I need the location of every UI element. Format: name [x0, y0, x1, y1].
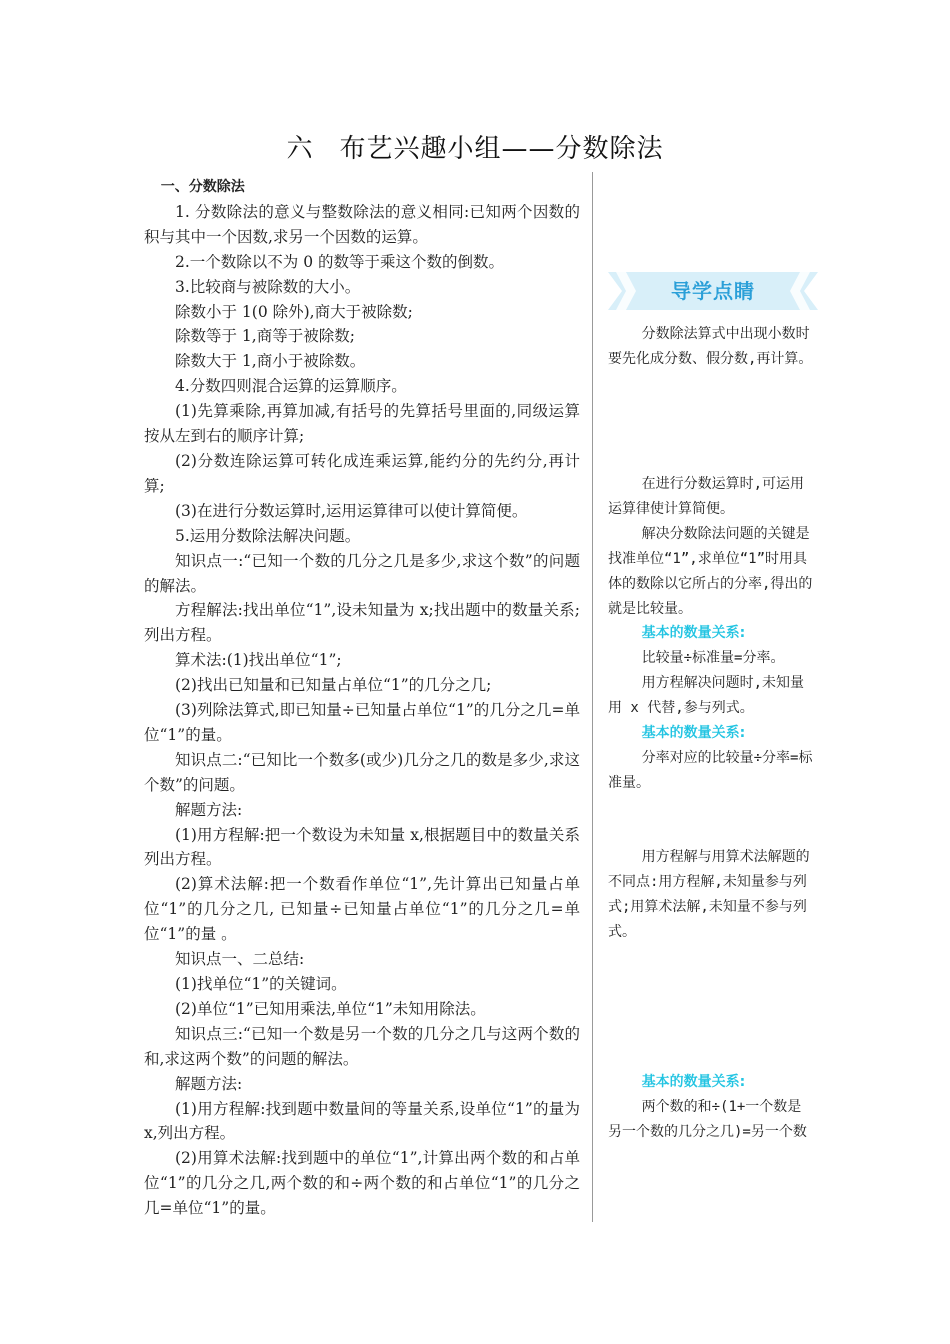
note-text: 分数除法算式中出现小数时要先化成分数、假分数,再计算。 [608, 326, 813, 367]
paragraph: (2)单位“1”已知用乘法,单位“1”未知用除法。 [175, 999, 486, 1018]
chapter-title: 布艺兴趣小组——分数除法 [339, 134, 664, 164]
paragraph: 方程解法:找出单位“1”,设未知量为 x;找出题中的数量关系;列出方程。 [144, 601, 580, 645]
note-text: 用方程解与用算术法解题的不同点:用方程解,未知量参与列式;用算术法解,未知量不参与列式。 [608, 849, 810, 940]
guide-banner [608, 272, 818, 310]
paragraph: 知识点一、二总结: [175, 950, 305, 969]
column-divider [592, 172, 593, 1222]
sidebar-note-4 [608, 1070, 813, 1145]
paragraph: 4.分数四则混合运算的运算顺序。 [175, 377, 407, 396]
paragraph: 解题方法: [175, 1074, 243, 1093]
paragraph: (3)列除法算式,即已知量÷已知量占单位“1”的几分之几=单位“1”的量。 [144, 701, 580, 744]
paragraph: 算术法:(1)找出单位“1”; [175, 651, 342, 670]
paragraph: (1)找单位“1”的关键词。 [175, 975, 347, 993]
page-title [0, 128, 950, 165]
keyword-label: 基本的数量关系: [641, 1074, 746, 1090]
paragraph: 除数小于 1(0 除外),商大于被除数; [175, 302, 413, 321]
paragraph: (2)算术法解:把一个数看作单位“1”,先计算出已知量占单位“1”的几分之几, 已知量÷已知量占单位“1”的几分之几=单位“1”的量 。 [144, 875, 580, 944]
keyword-label: 基本的数量关系: [641, 625, 746, 642]
chapter-number: 六 [286, 134, 314, 164]
note-text: 解决分数除法问题的关键是找准单位“1”,求单位“1”时用具体的数除以它所占的分率,得出的就是比较量。 [608, 525, 813, 617]
paragraph: (1)用方程解:把一个数设为未知量 x,根据题目中的数量关系列出方程。 [144, 825, 580, 869]
paragraph: 1. 分数除法的意义与整数除法的意义相同:已知两个因数的积与其中一个因数,求另一个因数的运算。 [144, 202, 580, 246]
paragraph: (2)分数连除运算可转化成连乘运算,能约分的先约分,再计算; [144, 451, 580, 495]
sidebar-note-3 [608, 845, 813, 945]
sidebar-note-2 [608, 472, 813, 796]
keyword-label: 基本的数量关系: [641, 725, 746, 742]
sidebar-note-1 [608, 322, 813, 372]
note-text: 两个数的和÷(1+一个数是另一个数的几分之几)=另一个数 [608, 1098, 807, 1140]
paragraph: 3.比较商与被除数的大小。 [175, 277, 361, 296]
paragraph: 2.一个数除以不为 0 的数等于乘这个数的倒数。 [175, 252, 505, 271]
note-text: 分率对应的比较量÷分率=标准量。 [608, 749, 813, 791]
paragraph: 知识点一:“已知一个数的几分之几是多少,求这个数”的问题的解法。 [144, 551, 580, 595]
section-heading: 一、分数除法 [160, 179, 245, 195]
note-text: 在进行分数运算时,可运用运算律使计算简便。 [608, 476, 805, 517]
paragraph: 除数大于 1,商小于被除数。 [175, 352, 366, 371]
paragraph: 除数等于 1,商等于被除数; [175, 327, 355, 346]
banner-title: 导学点睛 [671, 279, 755, 303]
paragraph: (3)在进行分数运算时,运用运算律可以使计算简便。 [175, 501, 528, 520]
main-content [144, 175, 580, 1221]
paragraph: 解题方法: [175, 800, 243, 819]
paragraph: 知识点二:“已知比一个数多(或少)几分之几的数是多少,求这个数”的问题。 [144, 750, 580, 794]
paragraph: (1)先算乘除,再算加减,有括号的先算括号里面的,同级运算按从左到右的顺序计算; [144, 402, 580, 446]
note-text: 比较量÷标准量=分率。 [641, 650, 785, 667]
paragraph: (2)找出已知量和已知量占单位“1”的几分之几; [175, 676, 492, 695]
paragraph: (2)用算术法解:找到题中的单位“1”,计算出两个数的和占单位“1”的几分之几,两个数的和÷两个数的和占单位“1”的几分之几=单位“1”的量。 [144, 1149, 580, 1218]
paragraph: 5.运用分数除法解决问题。 [175, 526, 361, 545]
note-text: 用方程解决问题时,未知量用 x 代替,参与列式。 [608, 675, 805, 717]
paragraph: (1)用方程解:找到题中数量间的等量关系,设单位“1”的量为 x,列出方程。 [144, 1099, 580, 1143]
paragraph: 知识点三:“已知一个数是另一个数的几分之几与这两个数的和,求这两个数”的问题的解法。 [144, 1024, 580, 1068]
